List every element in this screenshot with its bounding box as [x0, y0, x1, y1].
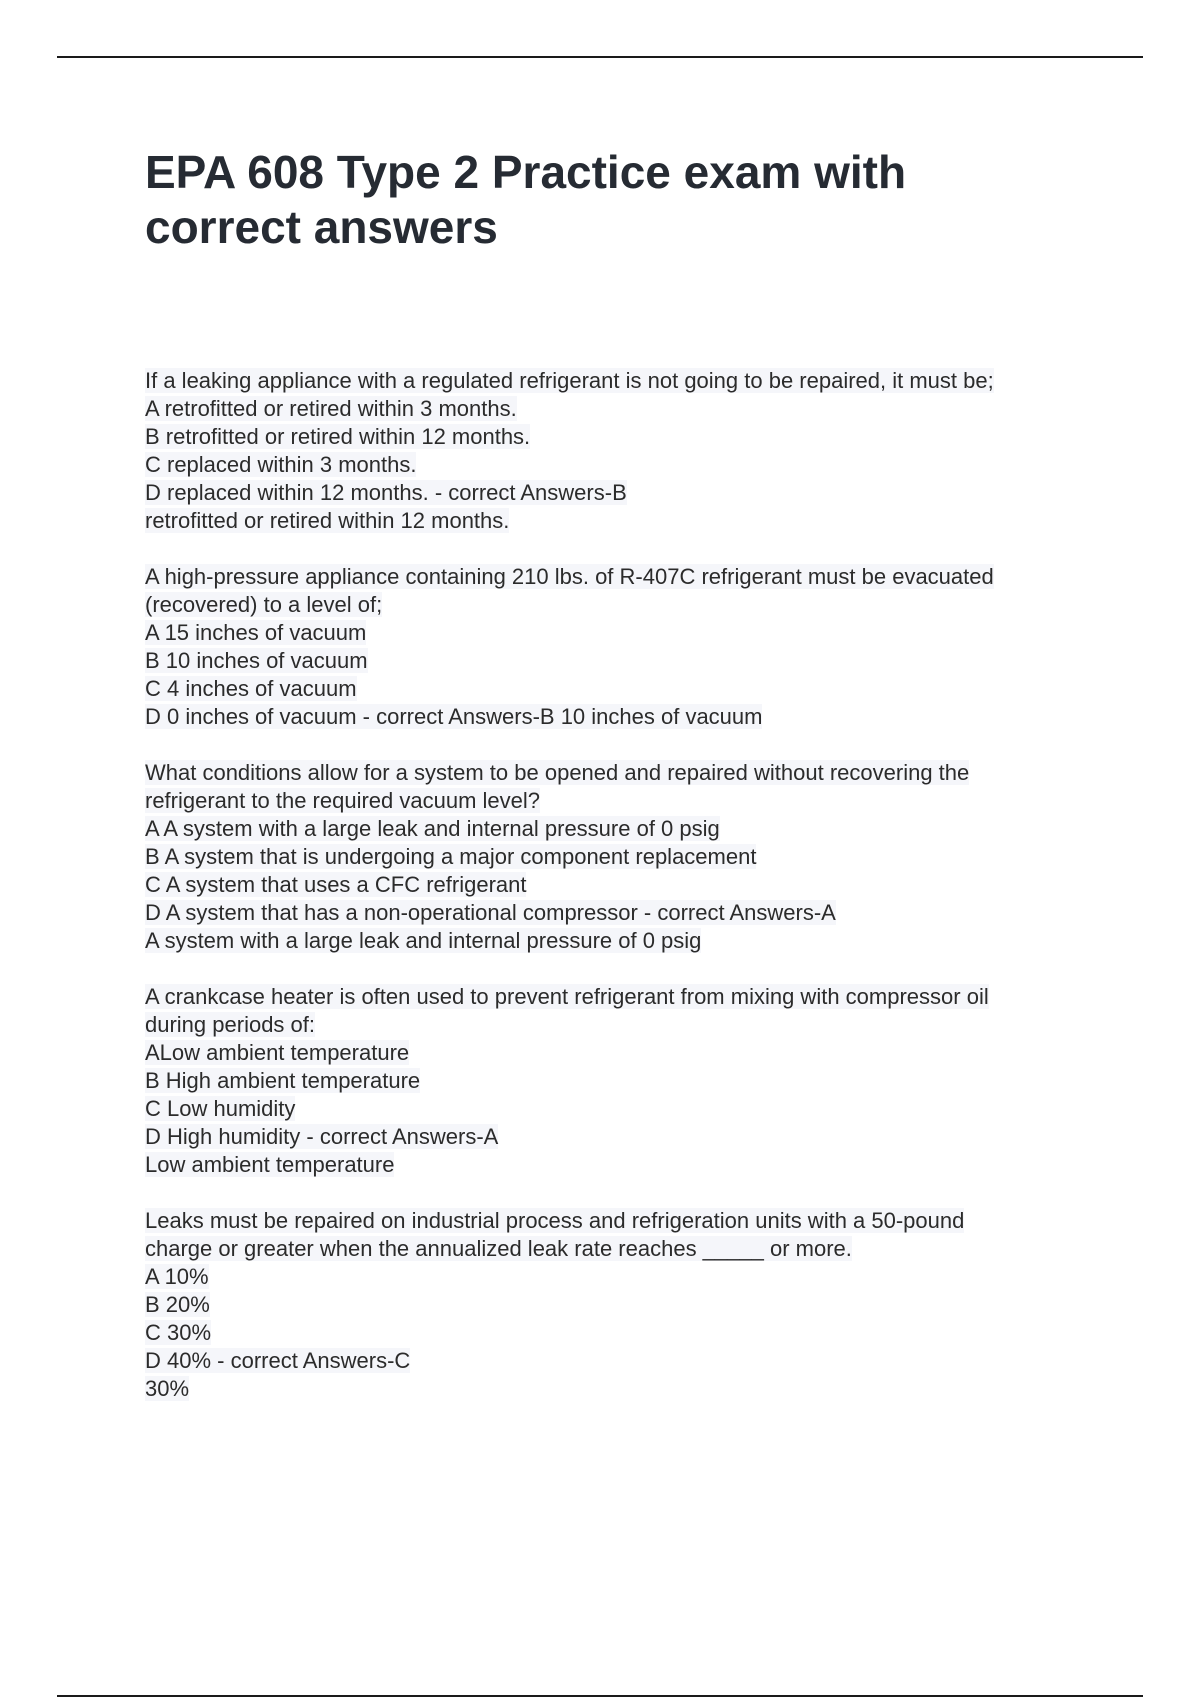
document-title: EPA 608 Type 2 Practice exam with correct answers — [145, 146, 907, 253]
question-line: A high-pressure appliance containing 210 lbs. of R-407C refrigerant must be evacuated — [145, 564, 994, 589]
question-block-4 — [145, 983, 1085, 1179]
answer-option: A 15 inches of vacuum — [145, 620, 367, 645]
answer-option: D 0 inches of vacuum - correct Answers-B 10 inches of vacuum — [145, 704, 763, 729]
answer-option: D replaced within 12 months. - correct Answers-B — [145, 480, 627, 505]
answer-option: D 40% - correct Answers-C — [145, 1348, 411, 1373]
answer-option: A A system with a large leak and internal pressure of 0 psig — [145, 816, 720, 841]
question-line: If a leaking appliance with a regulated refrigerant is not going to be repaired, it must be; — [145, 368, 994, 393]
question-line: refrigerant to the required vacuum level? — [145, 788, 540, 813]
question-line: Leaks must be repaired on industrial process and refrigeration units with a 50-pound — [145, 1208, 965, 1233]
answer-option: A 10% — [145, 1264, 209, 1289]
question-line: during periods of: — [145, 1012, 315, 1037]
correct-answer: retrofitted or retired within 12 months. — [145, 508, 510, 533]
answer-option: B 20% — [145, 1292, 210, 1317]
answer-option: B A system that is undergoing a major component replacement — [145, 844, 757, 869]
correct-answer: 30% — [145, 1376, 190, 1401]
answer-option: C A system that uses a CFC refrigerant — [145, 872, 527, 897]
top-rule — [57, 56, 1143, 58]
answer-option: C 30% — [145, 1320, 212, 1345]
question-block-3 — [145, 759, 1085, 955]
answer-option: D High humidity - correct Answers-A — [145, 1124, 499, 1149]
correct-answer: A system with a large leak and internal pressure of 0 psig — [145, 928, 702, 953]
answer-option: B retrofitted or retired within 12 months. — [145, 424, 531, 449]
answer-option: C 4 inches of vacuum — [145, 676, 357, 701]
answer-option: ALow ambient temperature — [145, 1040, 410, 1065]
question-line: (recovered) to a level of; — [145, 592, 383, 617]
answer-option: A retrofitted or retired within 3 months. — [145, 396, 517, 421]
bottom-rule — [57, 1695, 1143, 1697]
question-line: charge or greater when the annualized leak rate reaches _____ or more. — [145, 1236, 852, 1261]
answer-option: B 10 inches of vacuum — [145, 648, 368, 673]
question-block-5 — [145, 1207, 1085, 1403]
answer-option: C replaced within 3 months. — [145, 452, 417, 477]
question-block-2 — [145, 563, 1085, 731]
question-line: What conditions allow for a system to be opened and repaired without recovering the — [145, 760, 970, 785]
question-list — [145, 367, 1085, 1431]
question-line: A crankcase heater is often used to prevent refrigerant from mixing with compressor oil — [145, 984, 989, 1009]
answer-option: D A system that has a non-operational compressor - correct Answers-A — [145, 900, 836, 925]
answer-option: B High ambient temperature — [145, 1068, 421, 1093]
question-block-1 — [145, 367, 1085, 535]
answer-option: C Low humidity — [145, 1096, 296, 1121]
correct-answer: Low ambient temperature — [145, 1152, 395, 1177]
